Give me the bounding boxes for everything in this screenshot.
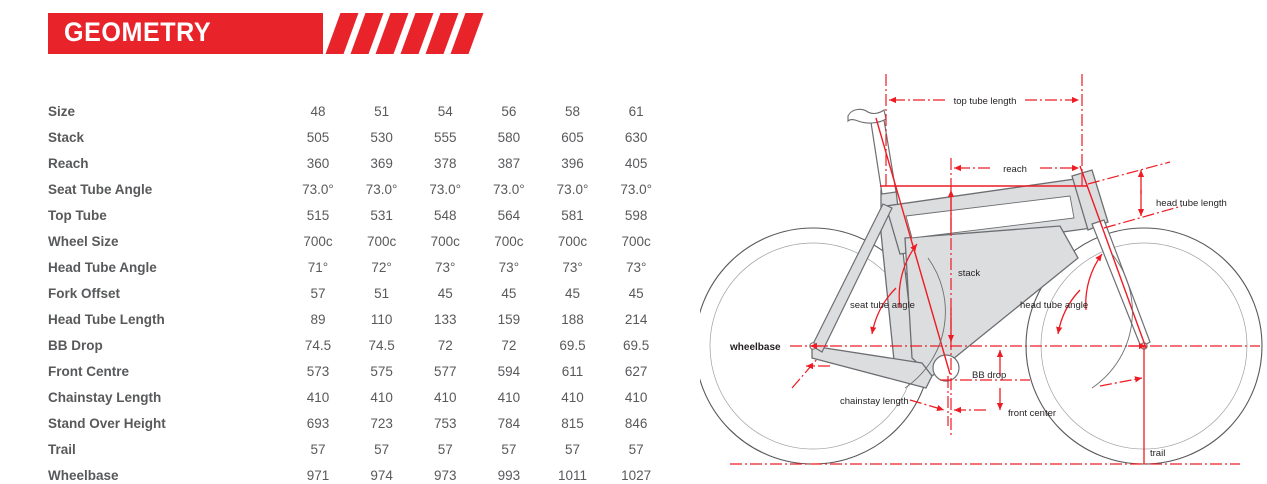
table-cell: 594: [497, 364, 521, 379]
table-cell: 573: [306, 364, 330, 379]
table-cell: 133: [433, 312, 457, 327]
table-cell: 723: [370, 416, 393, 431]
table-row: [48, 281, 668, 307]
fork-blade-shape: [1092, 220, 1150, 347]
table-cell: 700c: [366, 234, 397, 249]
head-tube-upper-extension: [1088, 162, 1170, 184]
head-tube-angle-label: head tube angle: [1020, 300, 1089, 311]
geometry-banner: [48, 13, 460, 54]
row-label: Seat Tube Angle: [48, 182, 153, 197]
table-cell: 753: [433, 416, 457, 431]
table-cell: 73°: [498, 260, 520, 275]
table-cell: 69.5: [623, 338, 650, 353]
table-row: [48, 463, 668, 484]
table-cell: 57: [310, 442, 326, 457]
head-tube-lower-extension: [1104, 206, 1182, 228]
row-label: Stand Over Height: [48, 416, 166, 431]
chainstay-dim-extension: [792, 358, 818, 388]
table-cell: 61: [628, 104, 644, 119]
row-label: Size: [48, 104, 76, 119]
table-cell: 57: [310, 286, 326, 301]
table-cell: 57: [374, 442, 390, 457]
table-cell: 973: [433, 468, 457, 483]
table-row: [48, 229, 668, 255]
table-cell: 575: [370, 364, 393, 379]
table-row: [48, 99, 668, 125]
table-cell: 73°: [625, 260, 647, 275]
row-label: Top Tube: [48, 208, 107, 223]
table-cell: 515: [306, 208, 330, 223]
page-title: GEOMETRY: [64, 17, 212, 47]
table-cell: 387: [497, 156, 521, 171]
row-label: Chainstay Length: [48, 390, 162, 405]
stack-label: stack: [958, 268, 981, 279]
table-cell: 51: [374, 286, 390, 301]
table-cell: 58: [565, 104, 581, 119]
table-row: [48, 411, 668, 437]
table-cell: 73.0°: [365, 182, 398, 197]
table-cell: 45: [437, 286, 453, 301]
table-cell: 410: [433, 390, 457, 405]
table-cell: 57: [501, 442, 517, 457]
table-cell: 410: [624, 390, 648, 405]
table-cell: 700c: [494, 234, 524, 249]
table-cell: 45: [565, 286, 581, 301]
table-cell: 48: [310, 104, 326, 119]
table-cell: 611: [561, 364, 584, 379]
front-center-arrow-right: [1100, 378, 1142, 386]
table-cell: 74.5: [304, 338, 332, 353]
seat-tube-angle-label: seat tube angle: [850, 300, 915, 311]
table-cell: 51: [374, 104, 390, 119]
table-cell: 580: [497, 130, 521, 145]
bb-drop-label: BB drop: [972, 370, 1007, 381]
bicycle-geometry-diagram: [700, 58, 1267, 484]
trail-label: trail: [1150, 448, 1166, 459]
row-label: BB Drop: [48, 338, 103, 353]
row-label: Wheel Size: [48, 234, 119, 249]
table-cell: 971: [306, 468, 330, 483]
table-cell: 1011: [558, 468, 588, 483]
head-tube-axis-line: [1080, 166, 1146, 348]
table-cell: 405: [624, 156, 648, 171]
table-cell: 700c: [557, 234, 588, 249]
table-cell: 581: [561, 208, 584, 223]
chainstay-length-label: chainstay length: [840, 396, 909, 407]
table-row: [48, 359, 668, 385]
table-cell: 974: [370, 468, 393, 483]
table-cell: 54: [437, 104, 453, 119]
table-cell: 548: [433, 208, 457, 223]
annotation-labels-group: [729, 96, 1227, 459]
row-label: Front Centre: [48, 364, 129, 379]
table-cell: 396: [561, 156, 584, 171]
table-cell: 630: [624, 130, 648, 145]
table-cell: 410: [306, 390, 330, 405]
table-cell: 993: [497, 468, 521, 483]
row-label: Head Tube Length: [48, 312, 165, 327]
table-cell: 73.0°: [620, 182, 653, 197]
table-cell: 410: [561, 390, 584, 405]
table-cell: 72: [437, 338, 453, 353]
table-cell: 57: [565, 442, 581, 457]
row-label: Trail: [48, 442, 76, 457]
row-label: Wheelbase: [48, 468, 119, 483]
table-cell: 110: [370, 312, 393, 327]
table-cell: 69.5: [559, 338, 586, 353]
table-cell: 815: [561, 416, 584, 431]
table-cell: 378: [433, 156, 457, 171]
table-cell: 56: [501, 104, 517, 119]
row-label: Fork Offset: [48, 286, 121, 301]
table-row: [48, 177, 668, 203]
table-cell: 74.5: [368, 338, 395, 353]
row-label: Reach: [48, 156, 89, 171]
table-cell: 598: [624, 208, 648, 223]
table-cell: 531: [370, 208, 393, 223]
table-cell: 1027: [621, 468, 652, 483]
table-cell: 530: [370, 130, 393, 145]
table-cell: 555: [433, 130, 457, 145]
head-tube-angle-arc-path: [1086, 254, 1102, 310]
table-row: [48, 385, 668, 411]
row-label: Stack: [48, 130, 85, 145]
table-cell: 700c: [303, 234, 333, 249]
table-row: [48, 125, 668, 151]
table-cell: 159: [497, 312, 521, 327]
head-tube-length-label: head tube length: [1156, 198, 1227, 209]
table-cell: 505: [306, 130, 330, 145]
table-cell: 577: [433, 364, 457, 379]
table-cell: 73°: [562, 260, 583, 275]
table-cell: 564: [497, 208, 521, 223]
table-cell: 89: [310, 312, 326, 327]
reach-label: reach: [1003, 164, 1027, 175]
table-row: [48, 333, 668, 359]
geometry-table-grid: [48, 99, 668, 484]
table-row: [48, 255, 668, 281]
table-cell: 700c: [430, 234, 460, 249]
table-row: [48, 151, 668, 177]
top-tube-length-label: top tube length: [953, 96, 1017, 107]
table-cell: 72: [501, 338, 517, 353]
table-cell: 73.0°: [429, 182, 462, 197]
table-cell: 214: [624, 312, 648, 327]
table-cell: 72°: [371, 260, 392, 275]
table-row: [48, 307, 668, 333]
seatstay-shape: [812, 204, 892, 352]
table-cell: 71°: [307, 260, 329, 275]
table-cell: 57: [628, 442, 644, 457]
table-cell: 73.0°: [493, 182, 525, 197]
head-tube-angle-arc-path-down: [1058, 290, 1080, 334]
table-cell: 73°: [435, 260, 456, 275]
table-cell: 605: [561, 130, 584, 145]
table-cell: 360: [306, 156, 330, 171]
geometry-table: [48, 99, 668, 484]
seatpost-shape: [870, 114, 896, 194]
saddle-shape: [848, 109, 886, 123]
row-label: Head Tube Angle: [48, 260, 157, 275]
table-row: [48, 437, 668, 463]
table-cell: 627: [624, 364, 648, 379]
geometry-table-body: [48, 99, 668, 484]
table-cell: 73.0°: [556, 182, 589, 197]
table-cell: 693: [306, 416, 330, 431]
table-cell: 73.0°: [302, 182, 334, 197]
table-cell: 700c: [621, 234, 651, 249]
front-center-label: front center: [1008, 408, 1057, 419]
table-row: [48, 203, 668, 229]
wheelbase-label: wheelbase: [730, 342, 781, 353]
table-cell: 369: [370, 156, 393, 171]
table-cell: 846: [624, 416, 648, 431]
table-cell: 188: [561, 312, 584, 327]
table-cell: 57: [437, 442, 453, 457]
table-cell: 410: [497, 390, 521, 405]
table-cell: 410: [370, 390, 393, 405]
table-cell: 784: [497, 416, 521, 431]
table-cell: 45: [501, 286, 517, 301]
table-cell: 45: [628, 286, 644, 301]
